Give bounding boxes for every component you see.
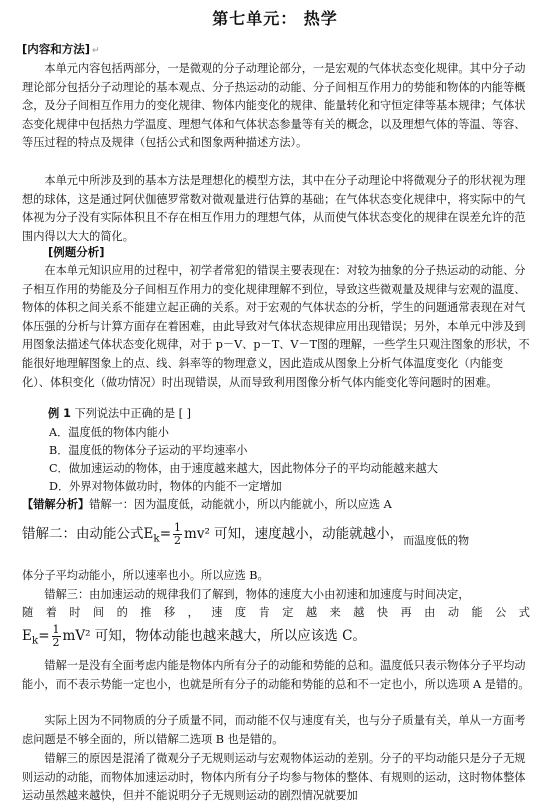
option-d: D．外界对物体做功时，物体的内能不一定增加 bbox=[49, 480, 282, 493]
paragraph-content-scope: 本单元内容包括两部分，一是微观的分子动理论部分，一是宏观的气体状态变化规律。其中分子动理论部分包括分子动理论的基本观点、分子热运动的动能、分子间相互作用力的势能和物体的内能等概念，及分子间相互作用力的变化规律、物体内能变化的规律、能量转化和守恒定律等基本规律；气体状态变化规律中包括热力学温度、理想气体和气体状态参量等有关的概念，以及理想气体的等温、等容、等压过程的特点及规律（包括公式和图象两种描述方法）。 bbox=[22, 62, 526, 150]
section-heading-content bbox=[22, 40, 530, 61]
example-question: 下列说法中正确的是 [ ] bbox=[74, 407, 191, 420]
formula-subscript: k bbox=[31, 634, 39, 647]
wrong-solution-1: 错解一：因为温度低，动能就小，所以内能就小，所以应选 A bbox=[89, 498, 392, 511]
heading-text: [内容和方法] bbox=[22, 42, 91, 56]
paragraph-error-explanation-3: 错解三的原因是混淆了微观分子无规则运动与宏观物体运动的差别。分子的平均动能只是分子无规则运动的动能，而物体加速运动时，物体内所有分子均参与物体的整体、有规则的运动，这时物体整体运动虽然越来越快，但并不能说明分子无规则运动的剧烈情况就要加 bbox=[22, 752, 526, 803]
formula-equals: = bbox=[159, 526, 172, 542]
option-a: A．温度低的物体内能小 bbox=[49, 426, 169, 439]
fraction-denominator: 2 bbox=[174, 534, 182, 547]
formula-text-b: mv² 可知，速度越小，动能就越小， bbox=[184, 526, 404, 542]
paragraph-error-explanation-1: 错解一是没有全面考虑内能是物体内所有分子的动能和势能的总和。温度低只表示物体分子平均动能小，而不表示势能一定也小，也就是所有分子的动能和势能的总和不一定也小，所以选项 A 是错的。 bbox=[22, 659, 530, 691]
wrong-solution-2-tail: 而温度低的物 bbox=[403, 534, 470, 547]
formula-symbol: E bbox=[22, 628, 32, 644]
unit-title: 第七单元： 热学 bbox=[212, 9, 338, 28]
fraction-numerator: 1 bbox=[52, 623, 60, 636]
formula-equals: = bbox=[38, 628, 50, 644]
fraction-denominator: 2 bbox=[52, 636, 60, 649]
wrong-solution-3-line1: 错解三：由加速运动的规律我们了解到，物体的速度大小由初速和加速度与时间决定， bbox=[44, 588, 470, 601]
heading-text: [例题分析] bbox=[48, 245, 105, 259]
fraction-numerator: 1 bbox=[174, 521, 182, 534]
fraction-half bbox=[52, 624, 61, 649]
wrong-analysis-1 bbox=[22, 496, 530, 515]
formula-subscript: k bbox=[153, 532, 160, 545]
wrong-solution-2-formula bbox=[22, 521, 530, 552]
paragraph-error-explanation-2: 实际上因为不同物质的分子质量不同，而动能不仅与速度有关，也与分子质量有关，单从一方面考虑问题是不够全面的，所以错解二选项 B 也是错的。 bbox=[22, 714, 526, 746]
formula-text-b: mV² 可知，物体动能也越来越大，所以应该选 C。 bbox=[62, 628, 366, 644]
paragraph-method: 本单元中所涉及到的基本方法是理想化的模型方法，其中在分子动理论中将微观分子的形状视为理想的球体，这是通过阿伏伽德罗常数对微观量进行估算的基础；在气体状态变化规律中，将实际中的气体视为分子没有实际体积且不存在相互作用力的理想气体，从而使气体状态变化的规律在误差允许的范围内得以大大的简化。 bbox=[22, 174, 526, 243]
formula-text: 错解二：由动能公式 bbox=[22, 526, 144, 542]
analysis-label: 【错解分析】 bbox=[22, 498, 90, 511]
wrong-solution-3-formula bbox=[22, 623, 530, 654]
formula-symbol: E bbox=[143, 526, 154, 542]
paragraph-common-errors: 在本单元知识应用的过程中，初学者常犯的错误主要表现在：对较为抽象的分子热运动的动能、分子相互作用的势能及分子间相互作用力的变化规律理解不到位，导致这些微观量及规律与宏观的温度、物体的体积之间关系不能建立起正确的关系。对于宏观的气体状态的分析，学生的问题通常表现在对气体压强的分析与计算方面存在着困难，由此导致对气体状态规律应用出现错误；另外，本单元中涉及到用图象法描述气体状态变化规律，对于 p－V、p－T、V－T图的理解，一些学生只观注图象的形状，不能很好地理解图象上的点、线、斜率等的物理意义，因此造成从图象上分析气体温度变化（内能变化）、体积变化（做功情况）时出现错误，从而导致利用图像分析气体内能变化等问题时的困难。 bbox=[22, 264, 530, 389]
wrong-solution-2-continuation: 体分子平均动能小，所以速率也小。所以应选 B。 bbox=[22, 569, 269, 582]
option-c: C．做加速运动的物体，由于速度越来越大，因此物体分子的平均动能越来越大 bbox=[49, 462, 438, 475]
option-b: B．温度低的物体分子运动的平均速率小 bbox=[49, 444, 248, 457]
paragraph-mark-icon: ↵ bbox=[92, 46, 100, 56]
wrong-solution-3-line2: 随着时间的推移，速度肯定越来越快再由动能公式 bbox=[22, 606, 530, 619]
example-label: 例 1 bbox=[48, 407, 71, 420]
fraction-half bbox=[173, 522, 182, 547]
example-stem bbox=[48, 405, 550, 424]
section-heading-examples bbox=[48, 243, 550, 262]
